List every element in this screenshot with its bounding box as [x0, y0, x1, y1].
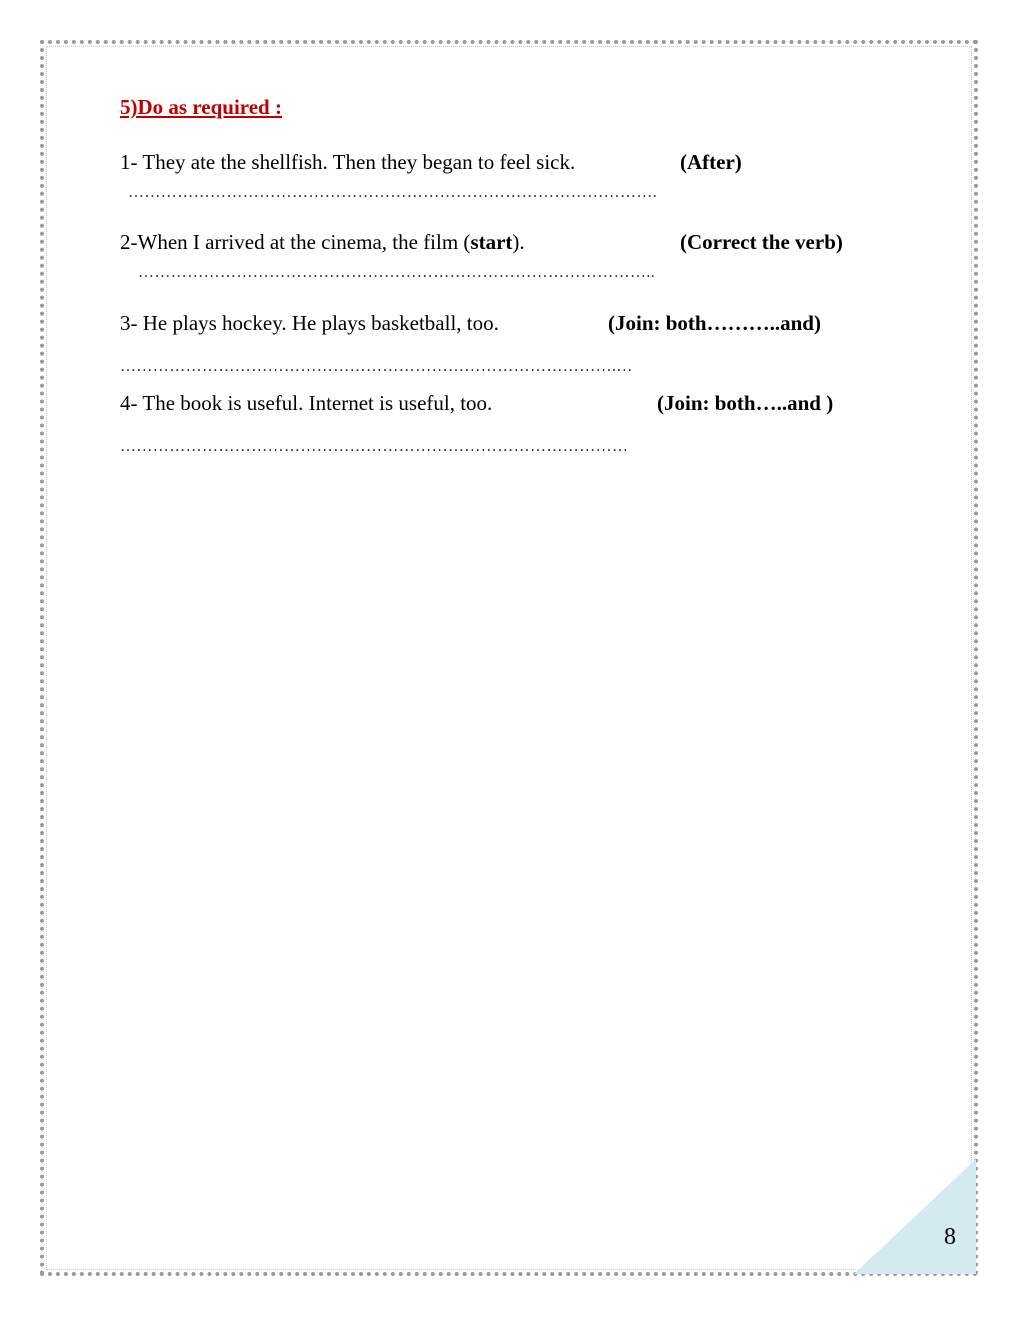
question-2-verb: start — [470, 230, 513, 254]
page-corner-decoration — [854, 1159, 976, 1274]
question-3-answer-line[interactable]: ……………………………………………………………………………….… — [120, 358, 633, 375]
question-4-text: 4- The book is useful. Internet is useful, too. — [120, 391, 493, 415]
question-3-instruction: (Join: both………..and) — [608, 311, 821, 335]
question-1-instruction: (After) — [680, 150, 742, 174]
question-4-instruction: (Join: both…..and ) — [657, 391, 834, 415]
page-number: 8 — [944, 1224, 956, 1250]
page-border — [40, 40, 978, 1276]
question-1-text: 1- They ate the shellfish. Then they began to feel sick. — [120, 150, 576, 174]
question-4-answer-line[interactable]: ………………………………………………………………………………… — [120, 438, 629, 455]
section-title: 5)Do as required : — [120, 95, 282, 119]
question-2-answer-line[interactable]: ………………………………………………………………………………….. — [138, 264, 656, 281]
question-1-answer-line[interactable]: ……………………………………………………………………………………. — [128, 184, 658, 201]
question-2-text — [120, 230, 525, 255]
question-2-instruction: (Correct the verb) — [680, 230, 843, 254]
question-3-text: 3- He plays hockey. He plays basketball, too. — [120, 311, 499, 335]
question-2-text-after: ). — [512, 230, 525, 254]
question-2-text-before: 2-When I arrived at the cinema, the film ( — [120, 230, 471, 254]
